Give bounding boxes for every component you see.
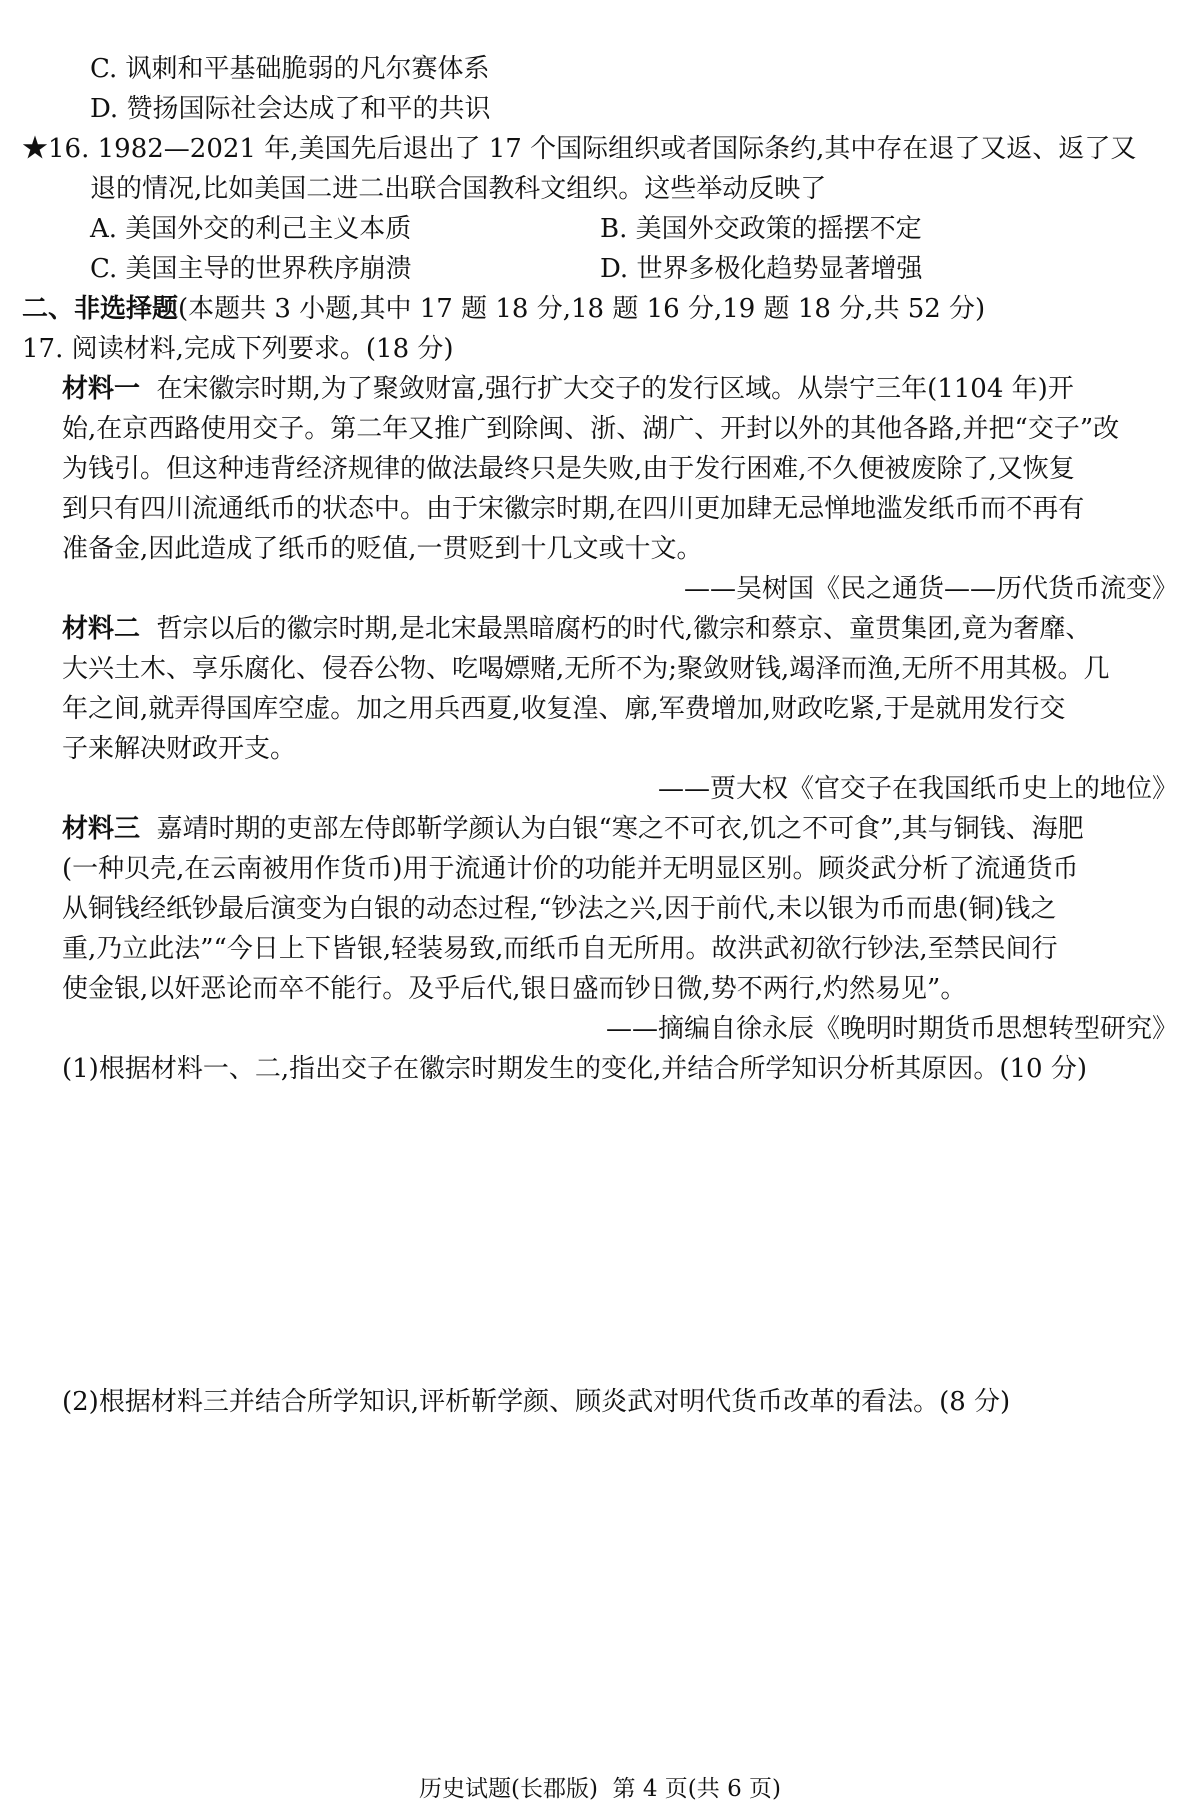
material2-text-1: 哲宗以后的徽宗时期,是北宋最黑暗腐朽的时代,徽宗和蔡京、童贯集团,竟为奢靡、 [156,614,1092,644]
material3-text-5: 使金银,以奸恶论而卒不能行。及乎后代,银日盛而钞日微,势不两行,灼然易见”。 [62,974,967,1004]
section2-note: (本题共 3 小题,其中 17 题 18 分,18 题 16 分,19 题 18 分,共 52 分) [178,294,986,324]
q17-question1-text: (1)根据材料一、二,指出交子在徽宗时期发生的变化,并结合所学知识分析其原因。(10 分) [62,1054,1087,1084]
material3-text-3: 从铜钱经纸钞最后演变为白银的动态过程,“钞法之兴,因于前代,未以银为币而患(铜)钱之 [62,894,1057,924]
material3-text-1: 嘉靖时期的吏部左侍郎靳学颜认为白银“寒之不可衣,饥之不可食”,其与铜钱、海肥 [156,814,1084,844]
q16-stem-line1-text: ★16. 1982—2021 年,美国先后退出了 17 个国际组织或者国际条约,其中存在退了又返、返了又 [22,134,1137,164]
material2-text-3: 年之间,就弄得国库空虚。加之用兵西夏,收复湟、廓,军费增加,财政吃紧,于是就用发行交 [62,694,1066,724]
q16-option-a: A. 美国外交的利己主义本质 [90,214,412,244]
material2-label: 材料二 [62,614,141,644]
q16-option-b: B. 美国外交政策的摇摆不定 [600,214,922,244]
q17-stem-text: 17. 阅读材料,完成下列要求。(18 分) [22,334,454,364]
material3-text-2: (一种贝壳,在云南被用作货币)用于流通计价的功能并无明显区别。顾炎武分析了流通货币 [62,854,1079,884]
material1-text-5: 准备金,因此造成了纸币的贬值,一贯贬到十几文或十文。 [62,534,703,564]
material1-text-4: 到只有四川流通纸币的状态中。由于宋徽宗时期,在四川更加肆无忌惮地滥发纸币而不再有 [62,494,1085,524]
q16-stem-line2-text: 退的情况,比如美国二进二出联合国教科文组织。这些举动反映了 [90,174,827,204]
material3-label: 材料三 [62,814,141,844]
material2-text-4: 子来解决财政开支。 [62,734,297,764]
material1-text-2: 始,在京西路使用交子。第二年又推广到除闽、浙、湖广、开封以外的其他各路,并把“交子”改 [62,414,1120,444]
material2-source-text: ——贾大权《官交子在我国纸币史上的地位》 [657,774,1178,804]
material1-text-1: 在宋徽宗时期,为了聚敛财富,强行扩大交子的发行区域。从崇宁三年(1104 年)开 [156,374,1074,404]
section2-title: 二、非选择题 [22,294,179,324]
material3-text-4: 重,乃立此法”“今日上下皆银,轻装易致,而纸币自无所用。故洪武初欲行钞法,至禁民间行 [62,934,1058,964]
page-footer [0,1772,1200,1806]
material2-text-2: 大兴土木、享乐腐化、侵吞公物、吃喝嫖赌,无所不为;聚敛财钱,竭泽而渔,无所不用其极。几 [62,654,1110,684]
material1-label: 材料一 [62,374,141,404]
material1-text-3: 为钱引。但这种违背经济规律的做法最终只是失败,由于发行困难,不久便被废除了,又恢复 [62,454,1075,484]
q15-option-d-text: D. 赞扬国际社会达成了和平的共识 [90,94,491,124]
page-footer-text: 历史试题(长郡版) 第 4 页(共 6 页) [418,1776,782,1802]
q15-option-c-text: C. 讽刺和平基础脆弱的凡尔赛体系 [90,54,490,84]
material1-source-text: ——吴树国《民之通货——历代货币流变》 [683,574,1178,604]
q16-option-d: D. 世界多极化趋势显著增强 [600,254,923,284]
material3-source-text: ——摘编自徐永辰《晚明时期货币思想转型研究》 [605,1014,1178,1044]
q16-option-c: C. 美国主导的世界秩序崩溃 [90,254,412,284]
q17-question2-text: (2)根据材料三并结合所学知识,评析靳学颜、顾炎武对明代货币改革的看法。(8 分) [62,1387,1011,1417]
